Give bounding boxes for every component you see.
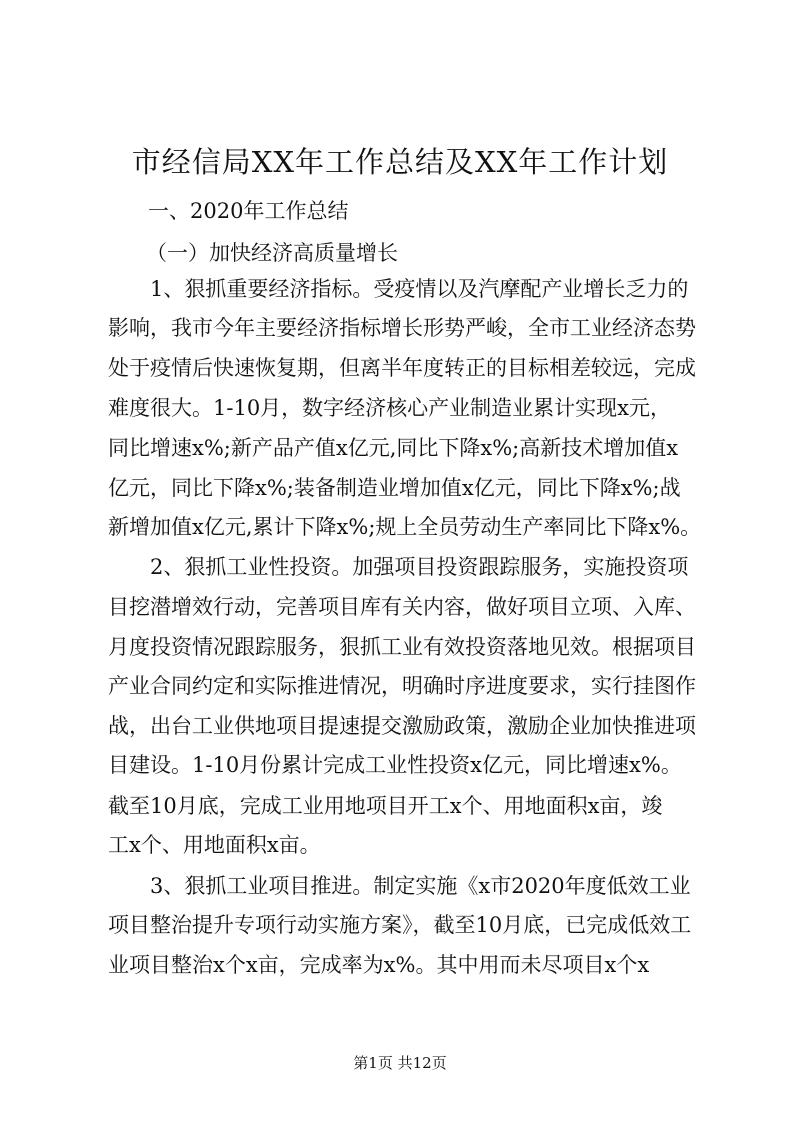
- paragraph-line: 亿元，同比下降x%;装备制造业增加值x亿元，同比下降x%;战: [108, 476, 681, 500]
- paragraph-line: 处于疫情后快速恢复期，但离半年度转正的目标相差较远，完成: [108, 356, 696, 380]
- paragraph-line: 难度很大。1-10月，数字经济核心产业制造业累计实现x元，: [108, 396, 672, 420]
- paragraph-line: 业项目整治x个x亩，完成率为x%。其中用而未尽项目x个x: [108, 953, 650, 977]
- paragraph-line: 3、狠抓工业项目推进。制定实施《x市2020年度低效工业: [150, 874, 691, 898]
- document-title: 市经信局XX年工作总结及XX年工作计划: [131, 145, 669, 179]
- paragraph-line: 项目整治提升专项行动实施方案》，截至10月底，已完成低效工: [108, 913, 692, 937]
- paragraph-line: 新增加值x亿元,累计下降x%;规上全员劳动生产率同比下降x%。: [108, 515, 702, 539]
- paragraph-line: 1、狠抓重要经济指标。受疫情以及汽摩配产业增长乏力的: [150, 277, 689, 301]
- paragraph-line: 同比增速x%;新产品产值x亿元,同比下降x%;高新技术增加值x: [108, 436, 679, 460]
- paragraph-line: 战，出台工业供地项目提速提交激励政策，激励企业加快推进项: [108, 714, 696, 738]
- paragraph-line: 目建设。1-10月份累计完成工业性投资x亿元，同比增速x%。: [108, 753, 682, 777]
- paragraph-line: 目挖潜增效行动，完善项目库有关内容，做好项目立项、入库、: [108, 595, 696, 619]
- paragraph-line: 工x个、用地面积x亩。: [108, 833, 321, 857]
- page-number: 第1页 共12页: [353, 1054, 447, 1072]
- paragraph-line: 产业合同约定和实际推进情况，明确时序进度要求，实行挂图作: [108, 674, 696, 698]
- paragraph-line: 影响，我市今年主要经济指标增长形势严峻，全市工业经济态势: [108, 316, 696, 340]
- paragraph-line: 截至10月底，完成工业用地项目开工x个、用地面积x亩，竣: [108, 794, 663, 818]
- paragraph-line: 2、狠抓工业性投资。加强项目投资跟踪服务，实施投资项: [150, 555, 689, 579]
- subsection-heading-1: （一）加快经济高质量增长: [146, 241, 398, 265]
- paragraph-line: 月度投资情况跟踪服务，狠抓工业有效投资落地见效。根据项目: [108, 635, 696, 659]
- section-heading-1: 一、2020年工作总结: [148, 199, 349, 223]
